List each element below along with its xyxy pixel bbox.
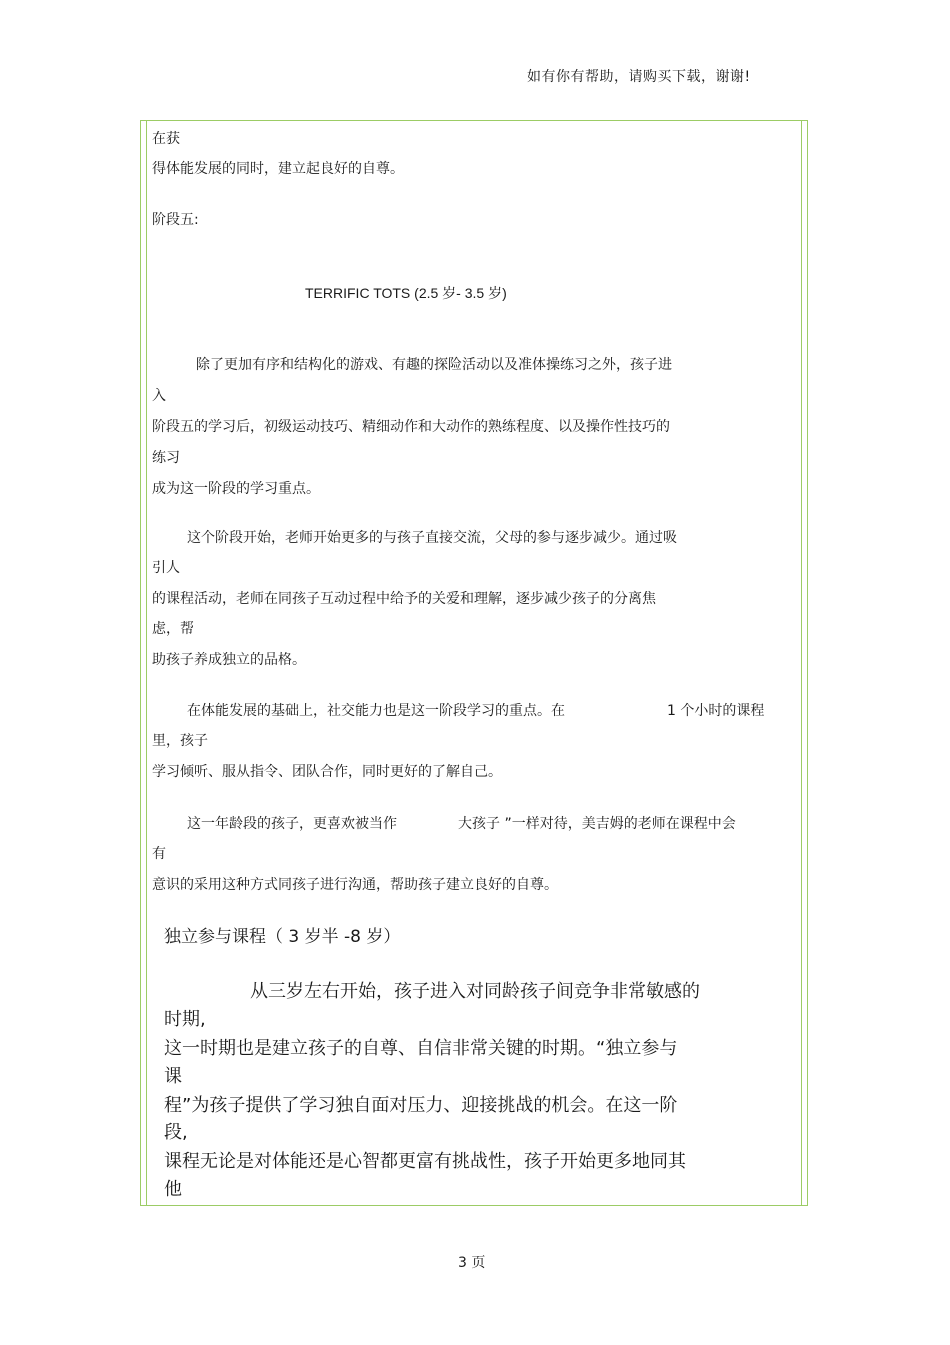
paragraph-line: 练习 <box>152 450 180 466</box>
paragraph-line: 意识的采用这种方式同孩子进行沟通，帮助孩子建立良好的自尊。 <box>152 877 558 893</box>
paragraph-line: 助孩子养成独立的品格。 <box>152 652 306 668</box>
paragraph-line: 里，孩子 <box>152 733 208 749</box>
section-title: 独立参与课程（ 3 岁半 -8 岁） <box>164 927 401 947</box>
paragraph-line: 除了更加有序和结构化的游戏、有趣的探险活动以及准体操练习之外，孩子进 <box>196 357 672 373</box>
paragraph-line: 这个阶段开始，老师开始更多的与孩子直接交流，父母的参与逐步减少。通过吸 <box>187 530 677 546</box>
paragraph-line: 课 <box>164 1066 182 1087</box>
paragraph-line: 这一年龄段的孩子，更喜欢被当作 <box>187 816 397 832</box>
paragraph-line: 成为这一阶段的学习重点。 <box>152 481 320 497</box>
frame-inner-line-right <box>801 121 802 1205</box>
paragraph-line: 学习倾听、服从指令、团队合作，同时更好的了解自己。 <box>152 764 502 780</box>
paragraph-line: 有 <box>152 846 166 862</box>
paragraph-line: 课程无论是对体能还是心智都更富有挑战性，孩子开始更多地同其 <box>164 1151 686 1172</box>
text-line: 在获 <box>152 131 180 147</box>
paragraph-line: 引人 <box>152 560 180 576</box>
paragraph-line: 从三岁左右开始，孩子进入对同龄孩子间竞争非常敏感的 <box>250 981 700 1002</box>
stage-title: TERRIFIC TOTS (2.5 岁- 3.5 岁) <box>305 285 507 301</box>
paragraph-line: 时期, <box>164 1009 206 1030</box>
paragraph-line: 虑，帮 <box>152 621 194 637</box>
paragraph-line: 段, <box>164 1122 188 1143</box>
paragraph-line: 入 <box>152 388 166 404</box>
header-note: 如有你有帮助，请购买下载，谢谢! <box>527 69 751 85</box>
frame-inner-line-left <box>146 121 147 1205</box>
page-number: 3 页 <box>458 1255 486 1271</box>
paragraph-line: 大孩子 ”一样对待，美吉姆的老师在课程中会 <box>458 816 736 832</box>
paragraph-line: 程”为孩子提供了学习独自面对压力、迎接挑战的机会。在这一阶 <box>164 1095 678 1116</box>
paragraph-line: 在体能发展的基础上，社交能力也是这一阶段学习的重点。在 <box>187 703 565 719</box>
stage-label: 阶段五: <box>152 212 199 228</box>
paragraph-line: 阶段五的学习后，初级运动技巧、精细动作和大动作的熟练程度、以及操作性技巧的 <box>152 419 670 435</box>
text-line: 得体能发展的同时，建立起良好的自尊。 <box>152 161 404 177</box>
paragraph-line: 他 <box>164 1179 182 1200</box>
paragraph-line: 1 个小时的课程 <box>667 703 765 719</box>
paragraph-line: 这一时期也是建立孩子的自尊、自信非常关键的时期。“独立参与 <box>164 1038 678 1059</box>
paragraph-line: 的课程活动，老师在同孩子互动过程中给予的关爱和理解，逐步减少孩子的分离焦 <box>152 591 656 607</box>
